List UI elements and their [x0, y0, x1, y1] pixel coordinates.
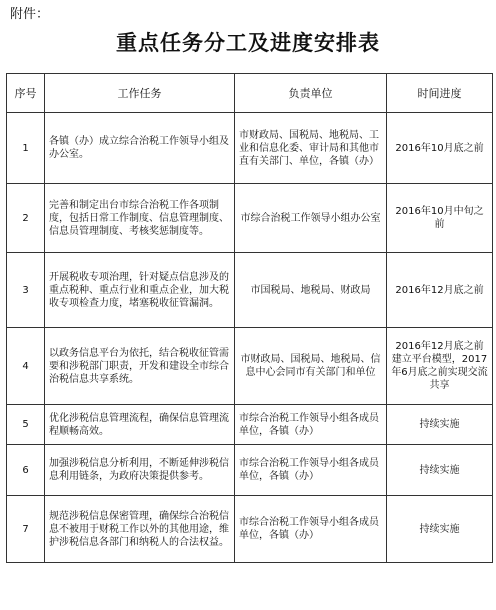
row-task: 规范涉税信息保密管理，确保综合治税信息不被用于财税工作以外的其他用途，维护涉税信息各部门和纳税人的合法权益。: [45, 496, 235, 563]
header-unit: 负责单位: [235, 74, 387, 113]
row-task: 各镇（办）成立综合治税工作领导小组及办公室。: [45, 113, 235, 184]
table-row: [7, 184, 493, 253]
row-seq: 6: [7, 445, 45, 496]
header-seq: 序号: [7, 74, 45, 113]
task-schedule-table: [6, 73, 493, 563]
row-time: 2016年10月底之前: [387, 113, 493, 184]
row-task: 完善和制定出台市综合治税工作各项制度，包括日常工作制度、信息管理制度、信息员管理制度、考核奖惩制度等。: [45, 184, 235, 253]
table-row: [7, 328, 493, 405]
row-unit: 市财政局、国税局、地税局、信息中心会同市有关部门和单位: [235, 328, 387, 405]
table-row: [7, 496, 493, 563]
document-title: 重点任务分工及进度安排表: [116, 31, 380, 55]
row-time: 持续实施: [387, 405, 493, 445]
row-time: 持续实施: [387, 496, 493, 563]
row-seq: 5: [7, 405, 45, 445]
row-time: 2016年12月底之前建立平台模型，2017年6月底之前实现交流共享: [387, 328, 493, 405]
header-task: 工作任务: [45, 74, 235, 113]
table-row: [7, 445, 493, 496]
row-task: 加强涉税信息分析利用，不断延伸涉税信息利用链条，为政府决策提供参考。: [45, 445, 235, 496]
row-unit: 市综合治税工作领导小组各成员单位，各镇（办）: [235, 405, 387, 445]
row-time: 2016年12月底之前: [387, 253, 493, 328]
row-task: 以政务信息平台为依托，结合税收征管需要和涉税部门职责，开发和建设全市综合治税信息共享系统。: [45, 328, 235, 405]
row-time: 2016年10月中旬之前: [387, 184, 493, 253]
header-time: 时间进度: [387, 74, 493, 113]
row-time: 持续实施: [387, 445, 493, 496]
row-task: 开展税收专项治理，针对疑点信息涉及的重点税种、重点行业和重点企业，加大税收专项检查力度，堵塞税收征管漏洞。: [45, 253, 235, 328]
row-seq: 7: [7, 496, 45, 563]
table-row: [7, 113, 493, 184]
row-unit: 市综合治税工作领导小组各成员单位，各镇（办）: [235, 496, 387, 563]
row-unit: 市财政局、国税局、地税局、工业和信息化委、审计局和其他市直有关部门、单位，各镇（办）: [235, 113, 387, 184]
row-seq: 1: [7, 113, 45, 184]
row-unit: 市综合治税工作领导小组办公室: [235, 184, 387, 253]
table-row: [7, 253, 493, 328]
table-row: [7, 405, 493, 445]
row-seq: 3: [7, 253, 45, 328]
row-unit: 市综合治税工作领导小组各成员单位，各镇（办）: [235, 445, 387, 496]
table-header-row: [7, 74, 493, 113]
row-seq: 4: [7, 328, 45, 405]
row-seq: 2: [7, 184, 45, 253]
annex-label: 附件：: [10, 7, 50, 22]
row-task: 优化涉税信息管理流程，确保信息管理流程顺畅高效。: [45, 405, 235, 445]
row-unit: 市国税局、地税局、财政局: [235, 253, 387, 328]
